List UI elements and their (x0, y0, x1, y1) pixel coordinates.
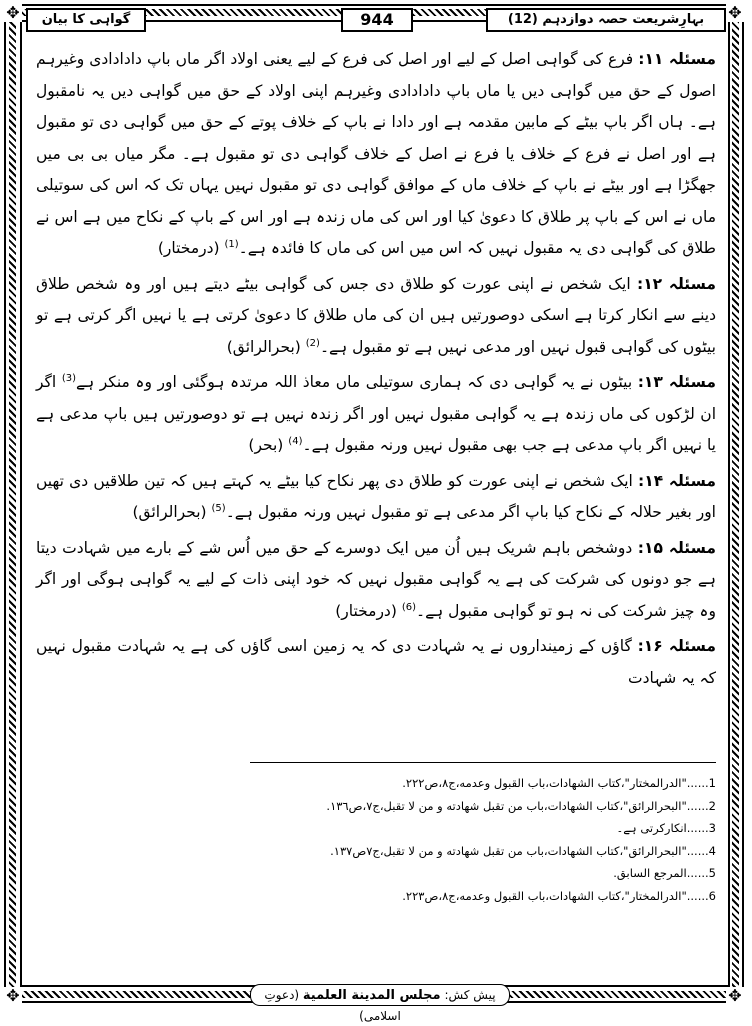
book-title: بہارِشریعت حصہ دوازدہم (12) (486, 8, 726, 32)
source-citation: (درمختار) (335, 601, 402, 620)
masala-text: بیٹوں نے یہ گواہی دی کہ ہماری سوتیلی ماں معاذ اللہ مرتدہ ہوگئی اور وہ منکر ہے (76, 373, 638, 391)
footnote-ref: (2) (305, 337, 320, 349)
masala-text: ایک شخص نے اپنی عورت کو طلاق دی پھر نکاح کیا بیٹے یہ کہتے ہیں کہ تین طلاقیں دی تھیں اور بغیر حلالہ کے نکاح کیا باپ اگر مدعی ہے تو مقبول نہیں ورنہ مقبول ہے۔ (36, 471, 716, 521)
footnotes (100, 772, 716, 907)
corner-ornament-icon: ✥ (726, 4, 744, 22)
masala-15 (36, 533, 716, 628)
masala-text: ایک شخص نے اپنی عورت کو طلاق دی جس کی گواہی بیٹے دیتے ہیں اور وہ شخص طلاق دینے سے انکار کرتا ہے اسکی دوصورتیں ہیں ان کی ماں طلاق کا دعویٰ کرتی ہے یا نہیں اگر کرتی ہے تو بیٹوں کی گواہی قبول نہیں اور مدعی نہیں ہے تو مقبول ہے۔ (36, 274, 716, 356)
masala-label: مسئلہ ۱۱: (638, 50, 716, 68)
chapter-title: گواہی کا بیان (26, 8, 146, 32)
masala-text: اگر ان لڑکوں کی ماں زندہ ہے یہ گواہی مقبول نہیں اور اگر زندہ نہیں ہے تو دوصورتیں ہیں باپ مدعی ہے یا نہیں اگر باپ مدعی ہے جب بھی مقبول نہیں ورنہ مقبول ہے۔ (36, 373, 716, 454)
page-header (26, 8, 726, 34)
corner-ornament-icon: ✥ (4, 4, 22, 22)
masala-label: مسئلہ ۱۲: (636, 274, 716, 293)
masala-16 (36, 631, 716, 694)
masala-12 (36, 269, 716, 364)
masala-label: مسئلہ ۱۵: (637, 538, 716, 557)
footnote-ref: (5) (211, 502, 226, 514)
corner-ornament-icon: ✥ (726, 987, 744, 1005)
footnote-5: 5......المرجع السابق. (613, 866, 716, 880)
source-citation: (بحر) (248, 436, 289, 454)
masala-label: مسئلہ ۱۴: (638, 471, 716, 490)
footnote-divider (250, 762, 716, 763)
masala-14 (36, 466, 716, 529)
footnote-ref: (3) (61, 372, 76, 384)
footnote-ref: (1) (224, 238, 239, 250)
footnote-6: 6......"الدرالمختار"،كتاب الشهادات،باب القبول وعدمه،ج٨،ص٢٢٣. (402, 888, 716, 903)
footer-prefix: پیش کش: (444, 988, 496, 1002)
masala-text: گاؤں کے زمینداروں نے یہ شہادت دی کہ یہ زمین اسی گاؤں کی ہے یہ شہادت مقبول نہیں کہ یہ شہادت (36, 637, 716, 687)
main-text (36, 44, 716, 698)
source-citation: (بحرالرائق) (226, 337, 306, 356)
footnote-4: 4......"البحرالرائق"،كتاب الشهادات،باب من تقبل شهادته و من لا تقبل،ج٧ص١٣٧. (330, 843, 716, 858)
publisher-name: مجلس المدینة العلمیة (302, 988, 441, 1003)
footnote-2: 2......"البحرالرائق"،كتاب الشهادات،باب من تقبل شهادته و من لا تقبل،ج٧،ص١٣٦. (326, 798, 716, 813)
publisher-footer (250, 984, 510, 1023)
footnote-ref: (4) (288, 435, 303, 447)
corner-ornament-icon: ✥ (4, 987, 22, 1005)
source-citation: (درمختار) (157, 239, 225, 257)
footnote-1: 1......"الدرالمختار"،كتاب الشهادات،باب القبول وعدمه،ج٨،ص٢٢٢. (402, 776, 716, 790)
masala-11 (36, 44, 716, 265)
source-citation: (بحرالرائق) (132, 503, 212, 521)
masala-label: مسئلہ ۱۶: (637, 637, 716, 655)
page-number: 944 (341, 8, 413, 32)
masala-text: دوشخص باہم شریک ہیں اُن میں ایک دوسرے کے حق میں اُس شے کے بارے میں شہادت دیتا ہے جو دونوں کی شرکت کی ہے یہ گواہی مقبول نہیں کہ خود اپنی ذات کے لیے یہ گواہی ہوگی اور اگر وہ چیز شرکت کی نہ ہو تو گواہی مقبول ہے۔ (36, 538, 716, 620)
masala-13 (36, 367, 716, 462)
footnote-ref: (6) (401, 601, 416, 613)
masala-label: مسئلہ ۱۳: (637, 373, 716, 391)
publisher-suffix: (دعوتِ اسلامی) (264, 988, 401, 1023)
footnote-3: 3......انکارکرتی ہے۔ (616, 821, 716, 835)
masala-text: فرع کی گواہی اصل کے لیے اور اصل کی فرع کے لیے یعنی اولاد اگر ماں باپ دادادادی وغیرہم اصول کے حق میں گواہی دیں یا ماں باپ دادادادی وغیرہم اپنی اولاد کے حق میں گواہی دیں یہ نامقبول ہے۔ ہاں اگر باپ بیٹے کے مابین مقدمہ ہے اور دادا نے باپ کے خلاف پوتے کے حق میں گواہی دی تو مقبول ہے اور اصل نے فرع کے خلاف یا فرع نے اصل کے خلاف گواہی دی تو مقبول ہے۔ مگر میاں بی بی میں جھگڑا ہے اور بیٹے نے باپ کے خلاف ماں کے موافق گواہی دی تو مقبول نہیں یہاں تک کہ اس کی سوتیلی ماں نے اس کے باپ پر طلاق کا دعویٰ کیا اور اس کی ماں زندہ ہے اور اس کے باپ کے نکاح میں ہے اس نے طلاق کی گواہی دی یہ مقبول نہیں کہ اس میں اس کی ماں کا فائدہ ہے۔ (36, 50, 716, 257)
